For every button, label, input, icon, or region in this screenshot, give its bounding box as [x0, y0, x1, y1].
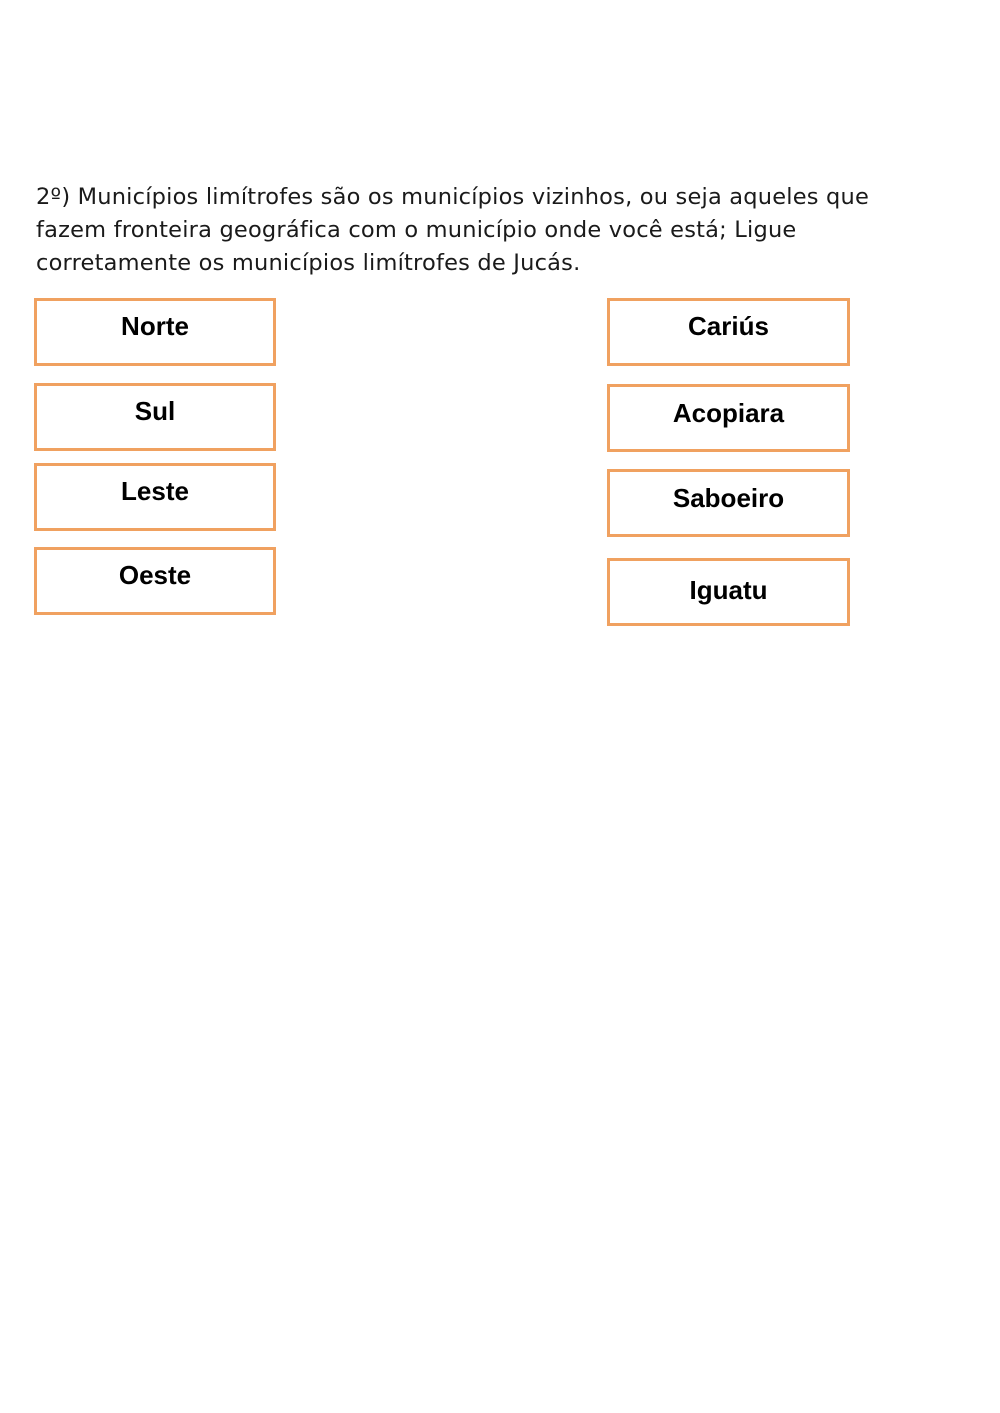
match-box-label: Iguatu	[689, 575, 768, 605]
match-box-carius[interactable]	[607, 298, 850, 366]
match-box-acopiara[interactable]	[607, 384, 850, 452]
match-box-label: Acopiara	[672, 398, 785, 428]
question-line-3: corretamente os municípios limítrofes de Jucás.	[36, 250, 581, 276]
question-line-1: 2º) Municípios limítrofes são os municípios vizinhos, ou seja aqueles que	[36, 184, 870, 210]
match-box-leste[interactable]	[34, 463, 276, 531]
match-box-label: Saboeiro	[672, 483, 785, 513]
match-box-iguatu[interactable]	[607, 558, 850, 626]
question-text	[36, 181, 936, 280]
match-box-label: Sul	[134, 396, 176, 426]
match-box-sul[interactable]	[34, 383, 276, 451]
match-box-label: Leste	[121, 476, 189, 506]
question-line-2: fazem fronteira geográfica com o município onde você está; Ligue	[36, 217, 797, 243]
match-box-label: Oeste	[118, 560, 192, 590]
match-box-label: Norte	[121, 311, 189, 341]
match-box-norte[interactable]	[34, 298, 276, 366]
match-box-saboeiro[interactable]	[607, 469, 850, 537]
match-box-label: Cariús	[688, 311, 769, 341]
match-box-oeste[interactable]	[34, 547, 276, 615]
